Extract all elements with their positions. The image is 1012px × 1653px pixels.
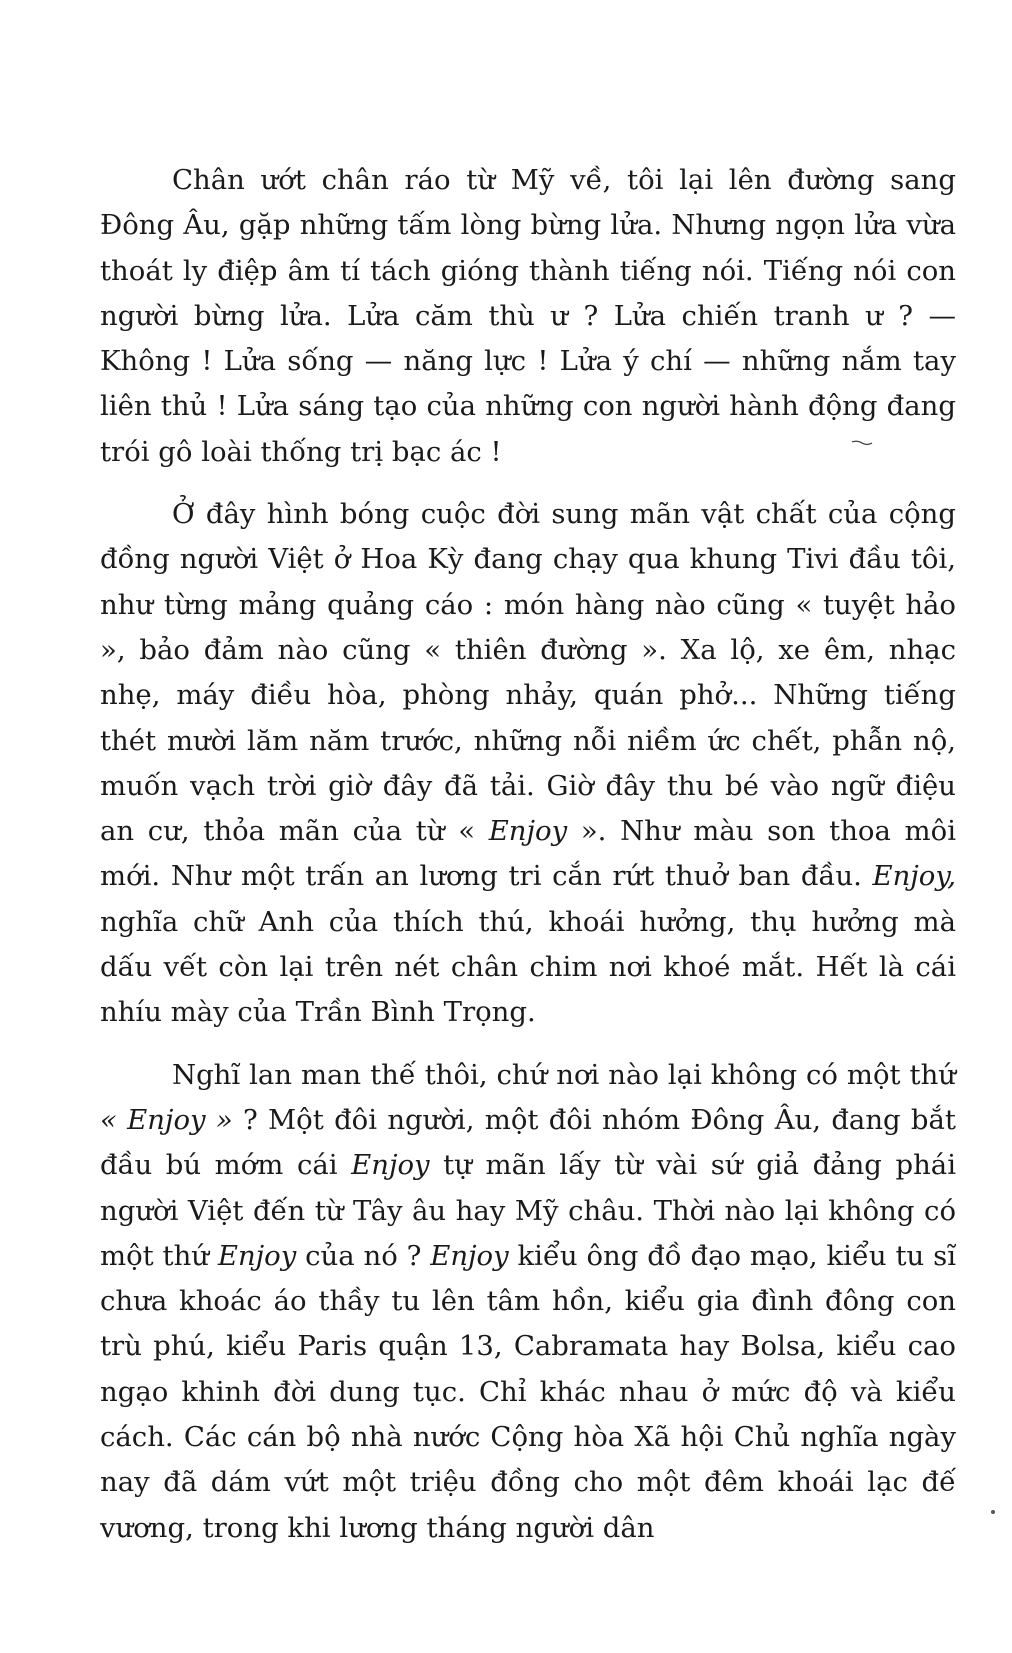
scan-squiggle-mark [851,440,873,446]
paragraph-3-text-d: của nó ? [296,1239,431,1272]
paragraph-3 [100,1053,956,1551]
paragraph-3-italic-enjoy-1: « Enjoy » [100,1103,233,1136]
paragraph-3-text-c: tự mãn lấy từ vài sứ giả đảng phái người Việt đến từ Tây âu hay Mỹ châu. Thời nào lại không có một thứ [100,1149,956,1272]
paragraph-3-text-e: kiểu ông đồ đạo mạo, kiểu tu sĩ chưa khoác áo thầy tu lên tâm hồn, kiểu gia đình đông con trù phú, kiểu Paris quận 13, Cabramata hay Bolsa, kiểu cao ngạo khinh đời dung tục. Chỉ khác nhau ở mức độ và kiểu cách. Các cán bộ nhà nước Cộng hòa Xã hội Chủ nghĩa ngày nay đã dám vứt một triệu đồng cho một đêm khoái lạc đế vương, trong khi lương tháng người dân [100,1239,956,1544]
paragraph-2-text-a: Ở đây hình bóng cuộc đời sung mãn vật chất của cộng đồng người Việt ở Hoa Kỳ đang chạy qua khung Tivi đầu tôi, như từng mảng quảng cáo : món hàng nào cũng « tuyệt hảo », bảo đảm nào cũng « thiên đường ». Xa lộ, xe êm, nhạc nhẹ, máy điều hòa, phòng nhảy, quán phở... Những tiếng thét mười lăm năm trước, những nỗi niềm ức chết, phẫn nộ, muốn vạch trời giờ đây đã tải. Giờ đây thu bé vào ngữ điệu an cư, thỏa mãn của từ « [100,498,956,848]
paragraph-3-text-a: Nghĩ lan man thế thôi, chứ nơi nào lại không có một thứ [172,1058,956,1091]
paragraph-2-italic-enjoy-2: Enjoy, [872,860,956,893]
paragraph-3-text-b: ? Một đôi người, một đôi nhóm Đông Âu, đang bắt đầu bú mớm cái [100,1103,956,1182]
paragraph-1 [100,158,956,475]
paragraph-3-italic-enjoy-3: Enjoy [217,1239,297,1272]
scan-dot-mark [991,1510,995,1514]
paragraph-2-italic-enjoy-1: Enjoy [488,815,568,848]
paragraph-3-italic-enjoy-2: Enjoy [351,1149,430,1182]
paragraph-3-italic-enjoy-4: Enjoy [430,1239,509,1272]
paragraph-2-text-b: ». Như màu son thoa môi mới. Như một trấn an lương tri cắn rứt thuở ban đầu. [100,815,956,893]
body-text [100,158,956,1551]
paragraph-2 [100,492,956,1036]
paragraph-2-text-c: nghĩa chữ Anh của thích thú, khoái hưởng, thụ hưởng mà dấu vết còn lại trên nét chân chim nơi khoé mắt. Hết là cái nhíu mày của Trần Bình Trọng. [100,905,956,1029]
paragraph-1-text: Chân ướt chân ráo từ Mỹ về, tôi lại lên đường sang Đông Âu, gặp những tấm lòng bừng lửa. Nhưng ngọn lửa vừa thoát ly điệp âm tí tách gióng thành tiếng nói. Tiếng nói con người bừng lửa. Lửa căm thù ư ? Lửa chiến tranh ư ? — Không ! Lửa sống — năng lực ! Lửa ý chí — những nắm tay liên thủ ! Lửa sáng tạo của những con người hành động đang trói gô loài thống trị bạc ác ! [100,164,956,468]
